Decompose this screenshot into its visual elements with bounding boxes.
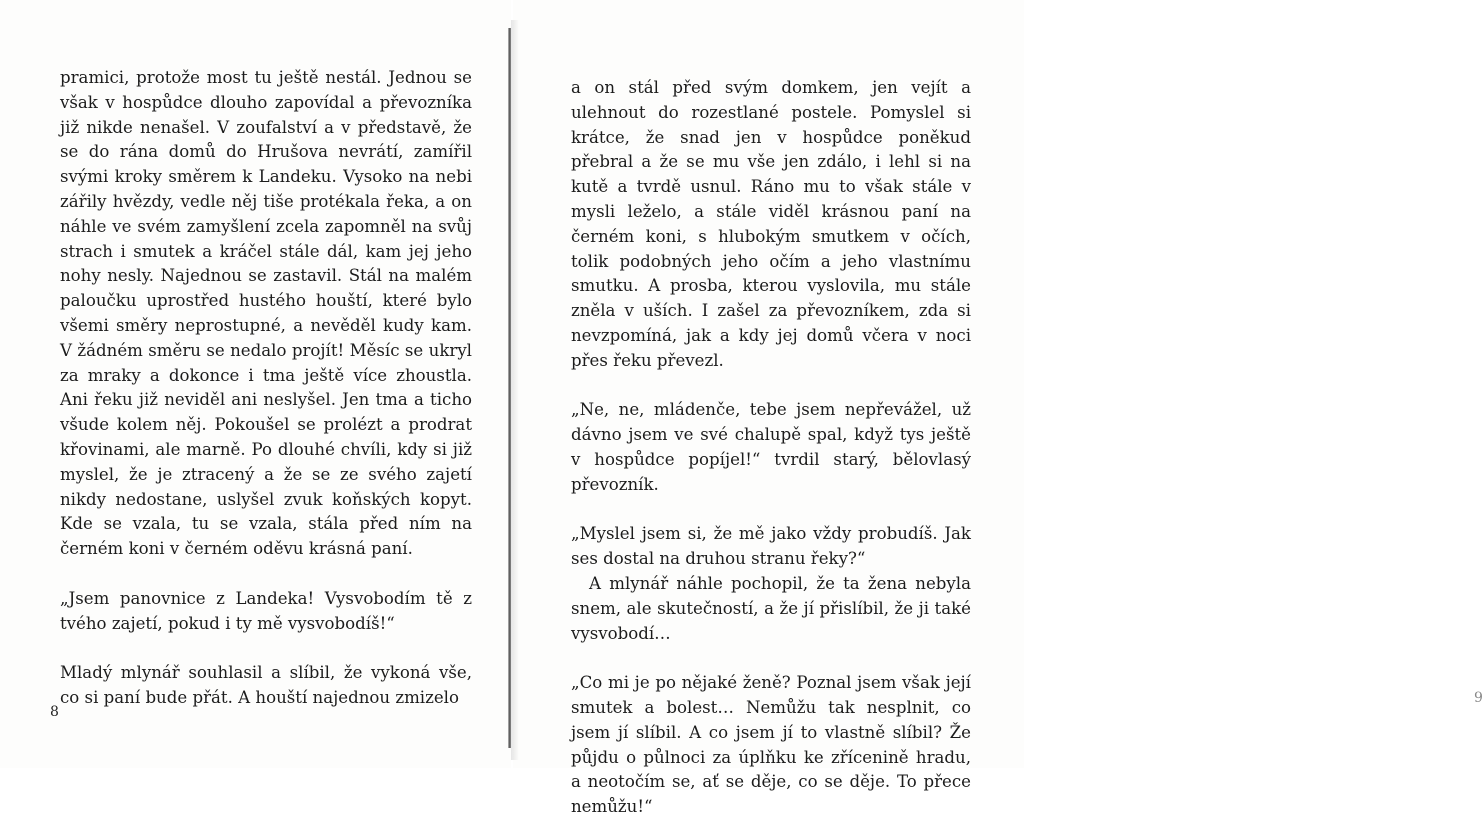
page-number-left: 8 <box>50 704 59 720</box>
right-page-text <box>571 76 971 820</box>
paragraph: A mlynář náhle pochopil, že ta žena nebyla snem, ale skutečností, a že jí přislíbil, že ji také vysvobodí… <box>571 573 971 643</box>
paragraph: „Myslel jsem si, že mě jako vždy probudíš. Jak ses dostal na druhou stranu řeky?“ <box>571 524 971 569</box>
left-page-text <box>60 66 472 711</box>
paragraph: „Co mi je po nějaké ženě? Poznal jsem však její smutek a bolest… Nemůžu tak nesplnit, co jsem jí slíbil. A co jsem jí to vlastně slíbil? Že půjdu o půlnoci za úplňku ke zřícenině hradu, a neotočím se, ať se děje, co se děje. To přece nemůžu!“ <box>571 673 971 817</box>
book-gutter <box>508 28 511 748</box>
paragraph: pramici, protože most tu ještě nestál. Jednou se však v hospůdce dlouho zapovídal a převozníka již nikde nenašel. V zoufalství a v představě, že se do rána domů do Hrušova nevrátí, zamířil svými kroky směrem k Landeku. Vysoko na nebi zářily hvězdy, vedle něj tiše protékala řeka, a on náhle ve svém zamyšlení zcela zapomněl na svůj strach i smutek a kráčel stále dál, kam jej jeho nohy nesly. Najednou se zastavil. Stál na malém paloučku uprostřed hustého houští, které bylo všemi směry neprostupné, a nevěděl kudy kam. V žádném směru se nedalo projít! Měsíc se ukryl za mraky a dokonce i tma ještě více zhoustla. Ani řeku již neviděl ani neslyšel. Jen tma a ticho všude kolem něj. Pokoušel se prolézt a prodrat křovinami, ale marně. Po dlouhé chvíli, kdy si již myslel, že je ztracený a že se ze svého zajetí nikdy nedostane, uslyšel zvuk koňských kopyt. Kde se vzala, tu se vzala, stála před ním na černém koni v černém oděvu krásná paní. <box>60 68 472 559</box>
paragraph: „Ne, ne, mládenče, tebe jsem nepřevážel, už dávno jsem ve své chalupě spal, když tys ještě v hospůdce popíjel!“ tvrdil starý, bělovlasý převozník. <box>571 400 971 494</box>
left-page <box>0 0 511 768</box>
paragraph: a on stál před svým domkem, jen vejít a ulehnout do rozestlané postele. Pomyslel si krátce, že snad jen v hospůdce poněkud přebral a že se mu vše jen zdálo, i lehl si na kutě a tvrdě usnul. Ráno mu to však stále v mysli leželo, a stále viděl krásnou paní na černém koni, s hlubokým smutkem v očích, tolik podobných jeho očím a jeho vlastnímu smutku. A prosba, kterou vyslovila, mu stále zněla v uších. I zašel za převozníkem, zda si nevzpomíná, jak a kdy jej domů včera v noci přes řeku převezl. <box>571 78 971 370</box>
page-number-right: 9 <box>1474 690 1483 706</box>
paragraph: Mladý mlynář souhlasil a slíbil, že vykoná vše, co si paní bude přát. A houští najednou zmizelo <box>60 663 472 707</box>
paragraph: „Jsem panovnice z Landeka! Vysvobodím tě z tvého zajetí, pokud i ty mě vysvobodíš!“ <box>60 588 472 633</box>
gutter-shadow <box>511 20 519 760</box>
